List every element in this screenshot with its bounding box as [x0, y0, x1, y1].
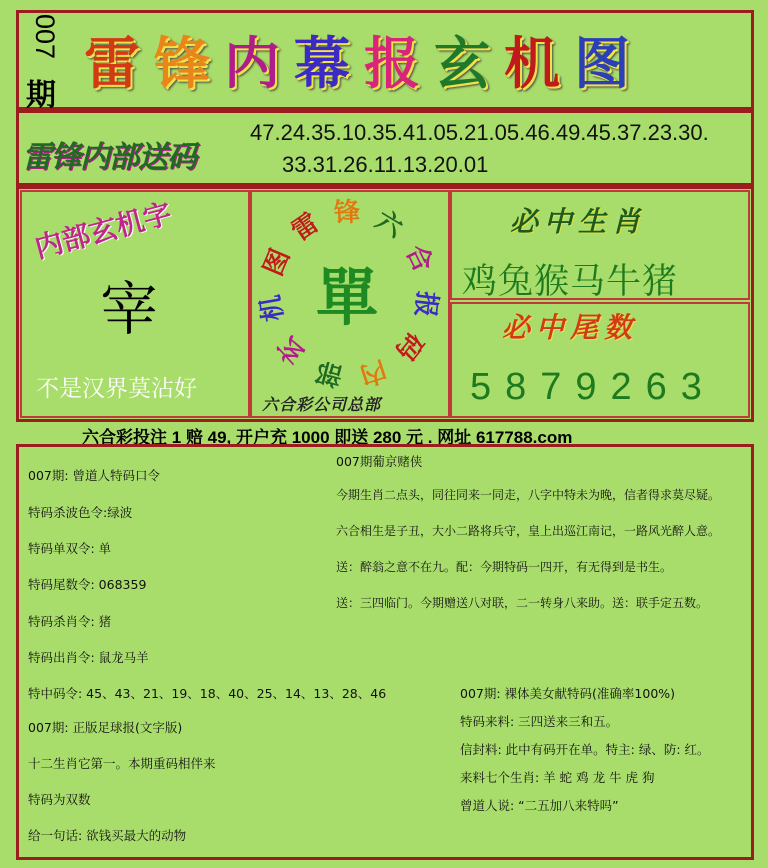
ring-char: 玄 — [272, 329, 312, 370]
title-char: 机 — [504, 31, 560, 97]
zodiac-value: 鸡兔猴马牛猪 — [462, 262, 679, 302]
right-bottom-line: 信封料: 此中有码开在单。特主: 绿、防: 红。 — [460, 742, 710, 757]
ring-char: 码 — [389, 326, 429, 366]
ring-char: 雷 — [286, 207, 325, 247]
ring-char: 内 — [355, 353, 390, 391]
title-char: 图 — [574, 31, 630, 97]
tail-value: 5879263 — [470, 366, 716, 408]
title-char: 玄 — [434, 31, 490, 97]
secret-word-char: 宰 — [100, 275, 159, 343]
zodiac-label: 必中生肖 — [510, 205, 647, 238]
send-code-line-1: 47.24.35.10.35.41.05.21.05.46.49.45.37.23.30. — [250, 120, 709, 145]
right-top-title: 007期葡京赌侠 — [336, 454, 423, 469]
ring-char: 合 — [399, 240, 438, 277]
right-top-line: 送：醉翁之意不在九。配：今期特码一四开，有无得到是书生。 — [336, 560, 673, 574]
send-code-line-2: 33.31.26.11.13.20.01 — [282, 152, 489, 177]
ring-char: 报 — [409, 289, 443, 319]
right-top-lines — [336, 486, 748, 616]
issue-label: 期 — [26, 78, 56, 113]
title-char: 幕 — [294, 31, 350, 97]
center-footer: 六合彩公司总部 — [262, 395, 382, 414]
center-big-char: 單 — [316, 261, 379, 334]
left-line: 特码杀肖令: 猪 — [28, 614, 112, 629]
left-line: 十二生肖它第一。本期重码相伴来 — [28, 756, 216, 771]
left-line: 特中码令: 45、43、21、19、18、40、25、14、13、28、46 — [28, 686, 387, 701]
left-line: 007期: 曾道人特码口令 — [28, 468, 161, 483]
send-code-label: 雷锋内部送码 — [22, 140, 196, 175]
ring-char: 图 — [258, 244, 297, 281]
tail-label: 必中尾数 — [502, 311, 639, 344]
left-line: 特码单双令: 单 — [28, 541, 112, 556]
right-bottom-lines — [460, 684, 750, 824]
title-char: 内 — [224, 31, 280, 97]
left-line: 特码尾数令: 068359 — [28, 577, 147, 592]
left-line: 特码出肖令: 鼠龙马羊 — [28, 650, 149, 665]
right-bottom-line: 007期: 裸体美女献特码(准确率100%) — [460, 686, 676, 701]
right-top-line: 送：三四临门。今期赠送八对联，二一转身八来助。送：联手定五数。 — [336, 596, 709, 610]
ring-char: 锋 — [333, 197, 361, 229]
right-bottom-line: 曾道人说: “二五加八来特吗” — [460, 798, 619, 813]
left-line: 特码杀波色令:绿波 — [28, 505, 133, 520]
secret-word-phrase: 不是汉界莫沾好 — [36, 376, 197, 402]
page-title — [84, 20, 684, 100]
title-char: 雷 — [84, 31, 140, 97]
secret-word-label: 内部玄机字 — [31, 196, 176, 265]
right-top-line: 今期生肖二点头，同往同来一同走，八字中特未为晚，信者得求莫尽疑。 — [336, 488, 721, 502]
right-top-line: 六合相生是子丑，大小二路将兵守，皇上出巡江南记，一路风光醉人意。 — [336, 524, 721, 538]
title-char: 锋 — [154, 31, 210, 97]
issue-number: 007 — [30, 14, 60, 60]
title-char: 报 — [364, 31, 420, 97]
left-line: 特码为双数 — [28, 792, 91, 807]
right-bottom-line: 来料七个生肖: 羊 蛇 鸡 龙 牛 虎 狗 — [460, 770, 655, 785]
left-lines — [28, 466, 387, 856]
left-line: 给一句话: 欲钱买最大的动物 — [28, 828, 187, 843]
ring-char: 六 — [370, 205, 408, 245]
promo-banner: 六合彩投注 1 赔 49, 开户充 1000 即送 280 元 . 网址 617788.com — [82, 428, 573, 447]
ring-char: 部 — [312, 355, 346, 392]
ring-char: 机 — [255, 293, 290, 324]
right-bottom-line: 特码来料: 三四送来三和五。 — [460, 714, 619, 729]
left-line: 007期: 正版足球报(文字版) — [28, 720, 183, 735]
